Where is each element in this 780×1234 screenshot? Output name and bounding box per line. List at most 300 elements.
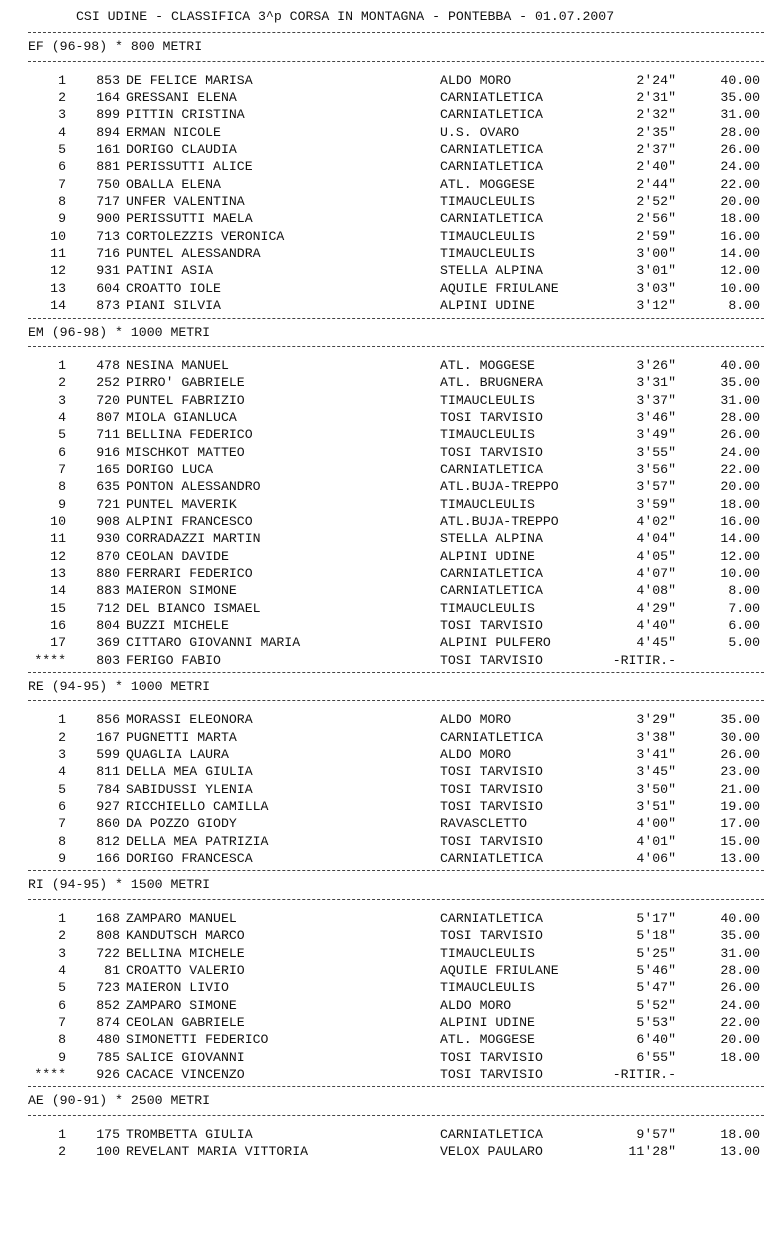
time-cell: 2'52": [636, 194, 676, 210]
table-row: [0, 729, 780, 746]
table-row: [0, 158, 780, 175]
table-row: [0, 357, 780, 374]
club-cell: RAVASCLETTO: [440, 816, 528, 832]
bib-cell: 161: [96, 142, 120, 158]
time-cell: 4'02": [636, 513, 676, 529]
athlete-name-cell: PUGNETTI MARTA: [126, 729, 237, 745]
athlete-name-cell: ZAMPARO SIMONE: [126, 997, 237, 1013]
athlete-name-cell: TROMBETTA GIULIA: [126, 1126, 253, 1142]
points-cell: 20.00: [720, 1032, 760, 1048]
club-cell: ATL. MOGGESE: [440, 357, 535, 373]
bib-cell: 874: [96, 1014, 120, 1030]
athlete-name-cell: MAIERON LIVIO: [126, 980, 229, 996]
athlete-name-cell: UNFER VALENTINA: [126, 194, 245, 210]
bib-cell: 750: [96, 176, 120, 192]
bib-cell: 175: [96, 1126, 120, 1142]
athlete-name-cell: PONTON ALESSANDRO: [126, 479, 261, 495]
rank-cell: 8: [58, 194, 66, 210]
points-cell: 21.00: [720, 781, 760, 797]
athlete-name-cell: PITTIN CRISTINA: [126, 107, 245, 123]
athlete-name-cell: CEOLAN GABRIELE: [126, 1014, 245, 1030]
athlete-name-cell: RICCHIELLO CAMILLA: [126, 799, 269, 815]
bib-cell: 784: [96, 781, 120, 797]
athlete-name-cell: CROATTO IOLE: [126, 280, 221, 296]
time-cell: 5'52": [636, 997, 676, 1013]
section-divider: [0, 669, 780, 677]
rank-cell: 1: [58, 1126, 66, 1142]
club-cell: TIMAUCLEULIS: [440, 600, 535, 616]
rank-cell: 3: [58, 107, 66, 123]
points-cell: 17.00: [720, 816, 760, 832]
athlete-name-cell: ZAMPARO MANUEL: [126, 910, 237, 926]
time-cell: 5'25": [636, 945, 676, 961]
club-cell: ALPINI UDINE: [440, 298, 535, 314]
club-cell: CARNIATLETICA: [440, 107, 543, 123]
points-cell: 24.00: [720, 159, 760, 175]
points-cell: 35.00: [720, 90, 760, 106]
points-cell: 40.00: [720, 72, 760, 88]
bib-cell: 717: [96, 194, 120, 210]
club-cell: STELLA ALPINA: [440, 531, 543, 547]
athlete-name-cell: PATINI ASIA: [126, 263, 214, 279]
club-cell: TOSI TARVISIO: [440, 764, 543, 780]
club-cell: CARNIATLETICA: [440, 461, 543, 477]
rank-cell: 7: [58, 816, 66, 832]
bib-cell: 926: [96, 1066, 120, 1082]
athlete-name-cell: CITTARO GIOVANNI MARIA: [126, 635, 301, 651]
points-cell: 35.00: [720, 712, 760, 728]
time-cell: 3'50": [636, 781, 676, 797]
rank-cell: 14: [50, 298, 66, 314]
club-cell: U.S. OVARO: [440, 124, 520, 140]
table-row: [0, 781, 780, 798]
bib-cell: 803: [96, 652, 120, 668]
club-cell: ATL. MOGGESE: [440, 176, 535, 192]
table-row: [0, 141, 780, 158]
bib-cell: 713: [96, 228, 120, 244]
rank-cell: 12: [50, 548, 66, 564]
time-cell: 4'07": [636, 565, 676, 581]
athlete-name-cell: DELLA MEA GIULIA: [126, 764, 253, 780]
table-row: [0, 634, 780, 651]
bib-cell: 927: [96, 799, 120, 815]
bib-cell: 900: [96, 211, 120, 227]
time-cell: 4'06": [636, 851, 676, 867]
bib-cell: 873: [96, 298, 120, 314]
points-cell: 40.00: [720, 910, 760, 926]
bib-cell: 908: [96, 513, 120, 529]
points-cell: 18.00: [720, 496, 760, 512]
table-row: [0, 374, 780, 391]
time-cell: 2'35": [636, 124, 676, 140]
time-cell: 5'18": [636, 928, 676, 944]
time-cell: 2'24": [636, 72, 676, 88]
points-cell: 19.00: [720, 799, 760, 815]
table-row: [0, 927, 780, 944]
club-cell: TIMAUCLEULIS: [440, 246, 535, 262]
rank-cell: 8: [58, 479, 66, 495]
athlete-name-cell: BELLINA MICHELE: [126, 945, 245, 961]
section-header-line: [0, 678, 780, 695]
points-cell: 24.00: [720, 444, 760, 460]
bib-cell: 880: [96, 565, 120, 581]
points-cell: 7.00: [728, 600, 760, 616]
table-row: [0, 833, 780, 850]
bib-cell: 811: [96, 764, 120, 780]
table-row: [0, 297, 780, 314]
rank-cell: 6: [58, 444, 66, 460]
bib-cell: 894: [96, 124, 120, 140]
table-row: [0, 245, 780, 262]
bib-cell: 812: [96, 833, 120, 849]
athlete-name-cell: PIANI SILVIA: [126, 298, 221, 314]
time-cell: 3'37": [636, 392, 676, 408]
time-cell: 5'17": [636, 910, 676, 926]
points-cell: 5.00: [728, 635, 760, 651]
bib-cell: 931: [96, 263, 120, 279]
bib-cell: 480: [96, 1032, 120, 1048]
points-cell: 10.00: [720, 565, 760, 581]
table-row: [0, 478, 780, 495]
section-header: AE (90-91) * 2500 METRI: [28, 1093, 211, 1109]
club-cell: TOSI TARVISIO: [440, 409, 543, 425]
time-cell: 4'00": [636, 816, 676, 832]
section-header-line: [0, 324, 780, 341]
bib-cell: 168: [96, 910, 120, 926]
athlete-name-cell: BUZZI MICHELE: [126, 618, 229, 633]
points-cell: 28.00: [720, 409, 760, 425]
table-row: [0, 910, 780, 927]
club-cell: ATL. BRUGNERA: [440, 375, 543, 391]
section-header: RE (94-95) * 1000 METRI: [28, 679, 211, 695]
rank-cell: ****: [34, 1066, 66, 1082]
club-cell: TOSI TARVISIO: [440, 1049, 543, 1065]
club-cell: TIMAUCLEULIS: [440, 194, 535, 210]
time-cell: 3'01": [636, 263, 676, 279]
bib-cell: 720: [96, 392, 120, 408]
bib-cell: 252: [96, 375, 120, 391]
club-cell: ALDO MORO: [440, 72, 512, 88]
club-cell: AQUILE FRIULANE: [440, 280, 559, 296]
time-cell: 3'55": [636, 444, 676, 460]
points-cell: 28.00: [720, 124, 760, 140]
points-cell: 26.00: [720, 142, 760, 158]
club-cell: TIMAUCLEULIS: [440, 427, 535, 443]
athlete-name-cell: ALPINI FRANCESCO: [126, 513, 253, 529]
time-cell: 3'38": [636, 729, 676, 745]
points-cell: 13.00: [720, 1143, 760, 1159]
table-row: [0, 652, 780, 669]
bib-cell: 870: [96, 548, 120, 564]
rank-cell: 9: [58, 1049, 66, 1065]
rank-cell: 8: [58, 1032, 66, 1048]
club-cell: ATL. MOGGESE: [440, 1032, 535, 1048]
section-header-divider: [0, 1112, 780, 1120]
bib-cell: 785: [96, 1049, 120, 1065]
athlete-name-cell: DORIGO LUCA: [126, 461, 214, 477]
section-divider: [0, 29, 780, 37]
points-cell: 26.00: [720, 747, 760, 763]
time-cell: 4'04": [636, 531, 676, 547]
points-cell: 16.00: [720, 228, 760, 244]
points-cell: 12.00: [720, 548, 760, 564]
club-cell: STELLA ALPINA: [440, 263, 543, 279]
section-header: EM (96-98) * 1000 METRI: [28, 324, 211, 340]
athlete-name-cell: MISCHKOT MATTEO: [126, 444, 245, 460]
time-cell: 4'29": [636, 600, 676, 616]
bib-cell: 369: [96, 635, 120, 651]
points-cell: 14.00: [720, 246, 760, 262]
bib-cell: 599: [96, 747, 120, 763]
table-row: [0, 72, 780, 89]
bib-cell: 165: [96, 461, 120, 477]
results-document: [0, 8, 780, 1234]
club-cell: CARNIATLETICA: [440, 565, 543, 581]
athlete-name-cell: QUAGLIA LAURA: [126, 747, 229, 763]
time-cell: 3'59": [636, 496, 676, 512]
rank-cell: 9: [58, 496, 66, 512]
table-row: [0, 89, 780, 106]
rank-cell: 2: [58, 375, 66, 391]
points-cell: 40.00: [720, 357, 760, 373]
points-cell: 15.00: [720, 833, 760, 849]
points-cell: 22.00: [720, 1014, 760, 1030]
club-cell: CARNIATLETICA: [440, 729, 543, 745]
section-header: EF (96-98) * 800 METRI: [28, 39, 203, 55]
athlete-name-cell: OBALLA ELENA: [126, 176, 221, 192]
bib-cell: 81: [104, 962, 120, 978]
section-header-divider: [0, 58, 780, 66]
club-cell: CARNIATLETICA: [440, 1126, 543, 1142]
rank-cell: 5: [58, 781, 66, 797]
rank-cell: 6: [58, 159, 66, 175]
table-row: [0, 746, 780, 763]
rank-cell: 2: [58, 729, 66, 745]
rank-cell: 16: [50, 618, 66, 633]
bib-cell: 899: [96, 107, 120, 123]
rank-cell: 4: [58, 764, 66, 780]
table-row: [0, 392, 780, 409]
athlete-name-cell: SIMONETTI FEDERICO: [126, 1032, 269, 1048]
rank-cell: 10: [50, 228, 66, 244]
time-cell: 4'40": [636, 618, 676, 633]
rank-cell: ****: [34, 652, 66, 668]
athlete-name-cell: MORASSI ELEONORA: [126, 712, 253, 728]
bib-cell: 853: [96, 72, 120, 88]
time-cell: 4'01": [636, 833, 676, 849]
table-row: [0, 815, 780, 832]
rank-cell: 7: [58, 461, 66, 477]
club-cell: CARNIATLETICA: [440, 90, 543, 106]
table-row: [0, 176, 780, 193]
result-section: [0, 315, 780, 670]
time-cell: 2'37": [636, 142, 676, 158]
rank-cell: 3: [58, 747, 66, 763]
club-cell: CARNIATLETICA: [440, 583, 543, 599]
bib-cell: 100: [96, 1143, 120, 1159]
time-cell: 3'12": [636, 298, 676, 314]
rank-cell: 2: [58, 90, 66, 106]
points-cell: 18.00: [720, 211, 760, 227]
club-cell: CARNIATLETICA: [440, 159, 543, 175]
table-row: [0, 1066, 780, 1083]
athlete-name-cell: FERRARI FEDERICO: [126, 565, 253, 581]
athlete-name-cell: BELLINA FEDERICO: [126, 427, 253, 443]
athlete-name-cell: CEOLAN DAVIDE: [126, 548, 229, 564]
points-cell: 22.00: [720, 176, 760, 192]
club-cell: ALDO MORO: [440, 712, 512, 728]
table-row: [0, 461, 780, 478]
rank-cell: 3: [58, 945, 66, 961]
rank-cell: 1: [58, 357, 66, 373]
club-cell: CARNIATLETICA: [440, 211, 543, 227]
points-cell: 6.00: [728, 618, 760, 633]
bib-cell: 860: [96, 816, 120, 832]
points-cell: 13.00: [720, 851, 760, 867]
points-cell: 18.00: [720, 1049, 760, 1065]
bib-cell: 716: [96, 246, 120, 262]
points-cell: 30.00: [720, 729, 760, 745]
points-cell: 35.00: [720, 928, 760, 944]
club-cell: TIMAUCLEULIS: [440, 980, 535, 996]
rank-cell: 3: [58, 392, 66, 408]
points-cell: 22.00: [720, 461, 760, 477]
time-cell: 2'40": [636, 159, 676, 175]
club-cell: TOSI TARVISIO: [440, 444, 543, 460]
rank-cell: 1: [58, 72, 66, 88]
rank-cell: 4: [58, 962, 66, 978]
time-cell: 6'40": [636, 1032, 676, 1048]
points-cell: 23.00: [720, 764, 760, 780]
athlete-name-cell: KANDUTSCH MARCO: [126, 928, 245, 944]
athlete-name-cell: CORTOLEZZIS VERONICA: [126, 228, 285, 244]
section-header-divider: [0, 896, 780, 904]
time-cell: 2'44": [636, 176, 676, 192]
athlete-name-cell: SALICE GIOVANNI: [126, 1049, 245, 1065]
points-cell: 20.00: [720, 194, 760, 210]
rank-cell: 17: [50, 635, 66, 651]
rank-cell: 13: [50, 280, 66, 296]
time-cell: 4'05": [636, 548, 676, 564]
club-cell: TOSI TARVISIO: [440, 781, 543, 797]
table-row: [0, 513, 780, 530]
club-cell: TOSI TARVISIO: [440, 652, 543, 668]
table-row: [0, 1143, 780, 1160]
bib-cell: 916: [96, 444, 120, 460]
table-row: [0, 426, 780, 443]
section-header-line: [0, 38, 780, 55]
points-cell: 24.00: [720, 997, 760, 1013]
document-title: CSI UDINE - CLASSIFICA 3^p CORSA IN MONTAGNA - PONTEBBA - 01.07.2007: [76, 9, 615, 24]
points-cell: 31.00: [720, 392, 760, 408]
section-header-line: [0, 876, 780, 893]
points-cell: 8.00: [728, 583, 760, 599]
rank-cell: 8: [58, 833, 66, 849]
athlete-name-cell: PUNTEL FABRIZIO: [126, 392, 245, 408]
table-row: [0, 444, 780, 461]
bib-cell: 711: [96, 427, 120, 443]
points-cell: 35.00: [720, 375, 760, 391]
athlete-name-cell: DE FELICE MARISA: [126, 72, 253, 88]
result-section: [0, 1083, 780, 1160]
section-divider: [0, 1083, 780, 1091]
athlete-name-cell: PUNTEL MAVERIK: [126, 496, 237, 512]
table-row: [0, 530, 780, 547]
time-cell: 3'03": [636, 280, 676, 296]
time-cell: 3'46": [636, 409, 676, 425]
rank-cell: 9: [58, 851, 66, 867]
bib-cell: 808: [96, 928, 120, 944]
table-row: [0, 711, 780, 728]
athlete-name-cell: FERIGO FABIO: [126, 652, 221, 668]
rank-cell: 5: [58, 142, 66, 158]
rank-cell: 10: [50, 513, 66, 529]
time-cell: 3'26": [636, 357, 676, 373]
club-cell: TIMAUCLEULIS: [440, 228, 535, 244]
time-cell: 3'00": [636, 246, 676, 262]
rank-cell: 9: [58, 211, 66, 227]
bib-cell: 164: [96, 90, 120, 106]
table-row: [0, 1049, 780, 1066]
bib-cell: 881: [96, 159, 120, 175]
section-divider: [0, 315, 780, 323]
rank-cell: 4: [58, 124, 66, 140]
time-cell: 3'49": [636, 427, 676, 443]
section-header-divider: [0, 697, 780, 705]
table-row: [0, 962, 780, 979]
points-cell: 14.00: [720, 531, 760, 547]
time-cell: 2'56": [636, 211, 676, 227]
table-row: [0, 945, 780, 962]
athlete-name-cell: MIOLA GIANLUCA: [126, 409, 237, 425]
rank-cell: 14: [50, 583, 66, 599]
athlete-name-cell: NESINA MANUEL: [126, 357, 229, 373]
club-cell: ALPINI PULFERO: [440, 635, 551, 651]
table-row: [0, 1014, 780, 1031]
athlete-name-cell: CACACE VINCENZO: [126, 1066, 245, 1082]
time-cell: 5'47": [636, 980, 676, 996]
table-row: [0, 228, 780, 245]
section-header: RI (94-95) * 1500 METRI: [28, 877, 211, 893]
athlete-name-cell: DEL BIANCO ISMAEL: [126, 600, 261, 616]
rank-cell: 6: [58, 799, 66, 815]
points-cell: 20.00: [720, 479, 760, 495]
athlete-name-cell: DA POZZO GIODY: [126, 816, 237, 832]
rank-cell: 7: [58, 1014, 66, 1030]
club-cell: CARNIATLETICA: [440, 910, 543, 926]
rank-cell: 1: [58, 910, 66, 926]
table-row: [0, 210, 780, 227]
bib-cell: 478: [96, 357, 120, 373]
club-cell: AQUILE FRIULANE: [440, 962, 559, 978]
points-cell: 26.00: [720, 980, 760, 996]
bib-cell: 856: [96, 712, 120, 728]
bib-cell: 723: [96, 980, 120, 996]
points-cell: 16.00: [720, 513, 760, 529]
athlete-name-cell: MAIERON SIMONE: [126, 583, 237, 599]
points-cell: 26.00: [720, 427, 760, 443]
rank-cell: 1: [58, 712, 66, 728]
points-cell: 31.00: [720, 107, 760, 123]
bib-cell: 930: [96, 531, 120, 547]
rank-cell: 5: [58, 980, 66, 996]
table-row: [0, 193, 780, 210]
time-cell: 3'45": [636, 764, 676, 780]
section-header-divider: [0, 343, 780, 351]
rank-cell: 11: [50, 531, 66, 547]
table-row: [0, 548, 780, 565]
time-cell: 4'08": [636, 583, 676, 599]
